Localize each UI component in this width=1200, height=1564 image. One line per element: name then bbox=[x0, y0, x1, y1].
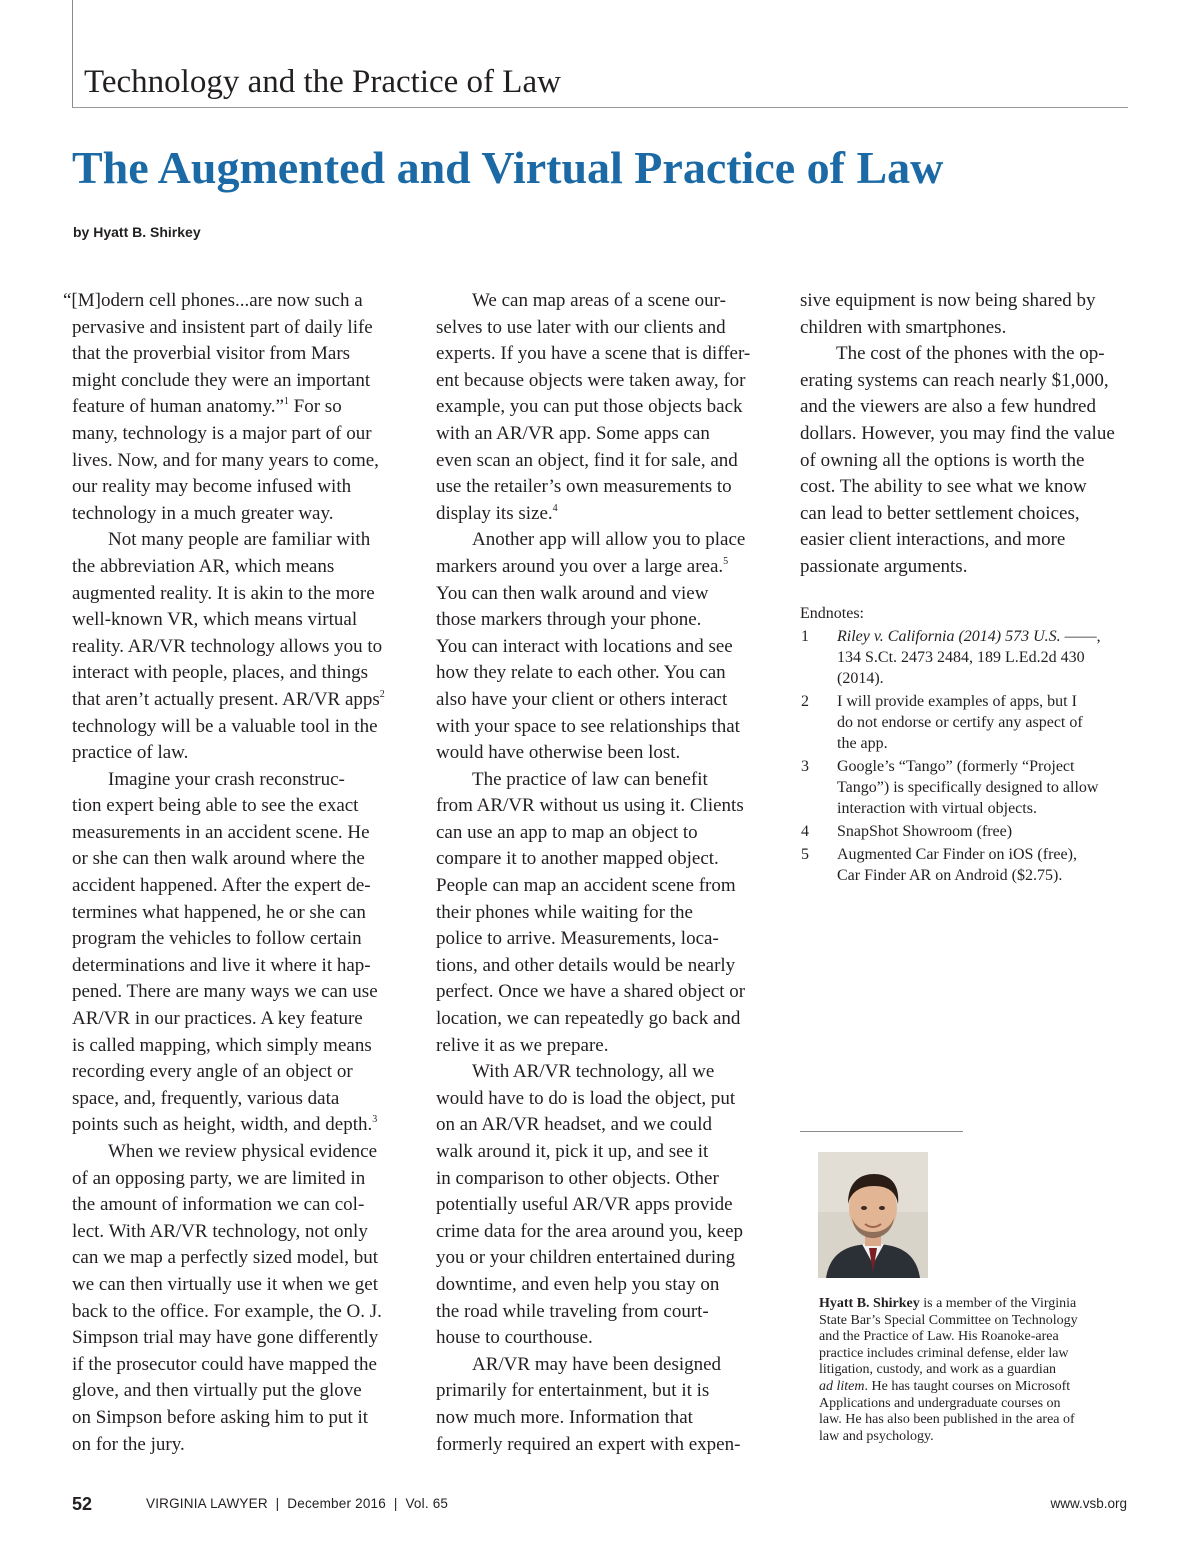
text-fragment: ad litem bbox=[819, 1378, 865, 1394]
text-line: ent because objects were taken away, for bbox=[436, 369, 746, 391]
text-line bbox=[72, 394, 402, 421]
text-line: augmented reality. It is akin to the more bbox=[72, 582, 375, 604]
text-line: AR/VR in our practices. A key feature bbox=[72, 1008, 363, 1030]
text-line: the road while traveling from court- bbox=[436, 1300, 709, 1322]
article-title: The Augmented and Virtual Practice of Law bbox=[72, 142, 944, 193]
text-line: Simpson trial may have gone differently bbox=[72, 1327, 379, 1349]
author-portrait-illustration bbox=[818, 1152, 928, 1278]
text-line: interaction with virtual objects. bbox=[837, 800, 1037, 817]
paragraph bbox=[436, 767, 771, 1060]
endnotes-heading: Endnotes: bbox=[800, 605, 864, 622]
text-line: selves to use later with our clients and bbox=[436, 316, 726, 338]
text-line: on for the jury. bbox=[72, 1433, 185, 1455]
article-column-2 bbox=[436, 288, 771, 1458]
text-fragment: ——, bbox=[1060, 628, 1101, 645]
text-line: cost. The ability to see what we know bbox=[800, 476, 1087, 498]
footnote-ref-1[interactable]: 1 bbox=[283, 396, 289, 408]
text-line: AR/VR may have been designed bbox=[472, 1353, 722, 1375]
text-line: relive it as we prepare. bbox=[436, 1034, 609, 1056]
page-footer bbox=[0, 1494, 1200, 1518]
paragraph bbox=[436, 527, 771, 766]
text-line: The cost of the phones with the op- bbox=[836, 343, 1105, 365]
text-line: the app. bbox=[837, 735, 888, 752]
paragraph bbox=[72, 1139, 402, 1458]
text-line: how they relate to each other. You can bbox=[436, 662, 726, 684]
text-line: use the retailer’s own measurements to bbox=[436, 476, 732, 498]
text-line bbox=[436, 501, 771, 528]
endnote-number: 2 bbox=[801, 693, 809, 710]
endnote-number: 5 bbox=[801, 846, 809, 863]
paragraph bbox=[436, 1059, 771, 1352]
text-line: Another app will allow you to place bbox=[472, 529, 746, 551]
text-line: in comparison to other objects. Other bbox=[436, 1167, 719, 1189]
text-line bbox=[72, 1112, 402, 1139]
text-line: “[M]odern cell phones...are now such a bbox=[63, 290, 363, 311]
endnote-5 bbox=[800, 844, 1130, 886]
text-line: Imagine your crash reconstruc- bbox=[108, 768, 345, 790]
text-line: law. He has also been published in the area of bbox=[819, 1412, 1075, 1428]
text-fragment: that aren’t actually present. AR/VR apps bbox=[72, 688, 380, 710]
text-line: termines what happened, he or she can bbox=[72, 901, 366, 923]
text-line: house to courthouse. bbox=[436, 1327, 593, 1349]
text-line: lect. With AR/VR technology, not only bbox=[72, 1220, 368, 1242]
footnote-ref-5[interactable]: 5 bbox=[723, 555, 729, 567]
text-line: well-known VR, which means virtual bbox=[72, 609, 358, 631]
magazine-info: VIRGINIA LAWYER | December 2016 | Vol. 65 bbox=[146, 1496, 449, 1511]
text-line: police to arrive. Measurements, loca- bbox=[436, 928, 719, 950]
text-line: with your space to see relationships that bbox=[436, 715, 740, 737]
text-line: example, you can put those objects back bbox=[436, 396, 743, 418]
text-line bbox=[819, 1379, 1119, 1396]
text-line: Augmented Car Finder on iOS (free), bbox=[837, 846, 1077, 863]
text-line: those markers through your phone. bbox=[436, 609, 702, 631]
text-line: Google’s “Tango” (formerly “Project bbox=[837, 758, 1075, 775]
endnote-2 bbox=[800, 691, 1130, 754]
text-line: State Bar’s Special Committee on Technology bbox=[819, 1312, 1078, 1328]
byline: by Hyatt B. Shirkey bbox=[73, 224, 201, 240]
text-line: erating systems can reach nearly $1,000, bbox=[800, 369, 1109, 391]
text-line: People can map an accident scene from bbox=[436, 875, 736, 897]
text-line: from AR/VR without us using it. Clients bbox=[436, 795, 744, 817]
text-line: formerly required an expert with expen- bbox=[436, 1433, 741, 1455]
text-line: can we map a perfectly sized model, but bbox=[72, 1247, 378, 1269]
header-vertical-rule bbox=[72, 0, 73, 108]
text-line: glove, and then virtually put the glove bbox=[72, 1380, 362, 1402]
footnote-ref-3[interactable]: 3 bbox=[372, 1114, 378, 1126]
text-line: would have otherwise been lost. bbox=[436, 742, 681, 764]
text-line: also have your client or others interact bbox=[436, 688, 728, 710]
text-line: on an AR/VR headset, and we could bbox=[436, 1114, 712, 1136]
text-line: you or your children entertained during bbox=[436, 1247, 736, 1269]
text-line: tion expert being able to see the exact bbox=[72, 795, 359, 817]
text-line: back to the office. For example, the O. J. bbox=[72, 1300, 382, 1322]
text-line: the amount of information we can col- bbox=[72, 1194, 365, 1216]
text-line: downtime, and even help you stay on bbox=[436, 1273, 720, 1295]
section-header: Technology and the Practice of Law bbox=[84, 64, 561, 100]
text-line: We can map areas of a scene our- bbox=[472, 290, 726, 311]
paragraph bbox=[436, 1352, 771, 1458]
header-divider bbox=[72, 107, 1128, 108]
case-citation: Riley v. California (2014) 573 U.S. bbox=[837, 628, 1061, 645]
text-line: can lead to better settlement choices, bbox=[800, 502, 1080, 524]
endnote-number: 4 bbox=[801, 823, 809, 840]
text-line: tions, and other details would be nearly bbox=[436, 954, 736, 976]
endnote-4 bbox=[800, 821, 1130, 842]
text-line: on Simpson before asking him to put it bbox=[72, 1406, 369, 1428]
text-line: crime data for the area around you, keep bbox=[436, 1220, 744, 1242]
text-line: might conclude they were an important bbox=[72, 369, 371, 391]
text-line bbox=[837, 626, 1130, 647]
text-line: interact with people, places, and things bbox=[72, 662, 368, 684]
text-line: space, and, frequently, various data bbox=[72, 1087, 340, 1109]
text-line: measurements in an accident scene. He bbox=[72, 821, 370, 843]
text-line: litigation, custody, and work as a guardian bbox=[819, 1362, 1057, 1378]
text-line: With AR/VR technology, all we bbox=[472, 1061, 715, 1083]
text-fragment: . He has taught courses on Microsoft bbox=[864, 1378, 1071, 1394]
text-line: if the prosecutor could have mapped the bbox=[72, 1353, 377, 1375]
text-line: Applications and undergraduate courses on bbox=[819, 1395, 1061, 1411]
text-line: with an AR/VR app. Some apps can bbox=[436, 422, 710, 444]
endnote-number: 1 bbox=[801, 628, 809, 645]
endnote-1 bbox=[800, 626, 1130, 689]
text-line: reality. AR/VR technology allows you to bbox=[72, 635, 383, 657]
text-line: practice includes criminal defense, elder law bbox=[819, 1345, 1069, 1361]
paragraph bbox=[800, 288, 1130, 341]
text-line: the abbreviation AR, which means bbox=[72, 555, 335, 577]
article-column-3 bbox=[800, 288, 1130, 581]
text-line: is called mapping, which simply means bbox=[72, 1034, 372, 1056]
text-line: our reality may become infused with bbox=[72, 476, 352, 498]
text-line: do not endorse or certify any aspect of bbox=[837, 714, 1083, 731]
text-line: walk around it, pick it up, and see it bbox=[436, 1141, 709, 1162]
paragraph bbox=[800, 341, 1130, 580]
text-line: Car Finder AR on Android ($2.75). bbox=[837, 867, 1063, 884]
text-line: recording every angle of an object or bbox=[72, 1061, 353, 1083]
text-line: Tango”) is specifically designed to allow bbox=[837, 779, 1099, 796]
footnote-ref-2[interactable]: 2 bbox=[379, 688, 385, 700]
text-line: even scan an object, find it for sale, and bbox=[436, 449, 738, 471]
paragraph bbox=[436, 288, 771, 527]
text-line: pened. There are many ways we can use bbox=[72, 981, 378, 1003]
text-line: or she can then walk around where the bbox=[72, 848, 365, 870]
text-line: experts. If you have a scene that is differ- bbox=[436, 343, 751, 365]
text-line: (2014). bbox=[837, 670, 884, 687]
text-line: of an opposing party, we are limited in bbox=[72, 1167, 366, 1189]
paragraph bbox=[63, 288, 402, 527]
footnote-ref-4[interactable]: 4 bbox=[552, 502, 558, 514]
text-line: potentially useful AR/VR apps provide bbox=[436, 1194, 733, 1216]
text-fragment: display its size. bbox=[436, 502, 553, 524]
text-line: technology will be a valuable tool in the bbox=[72, 715, 378, 737]
text-line: location, we can repeatedly go back and bbox=[436, 1008, 741, 1030]
text-line: practice of law. bbox=[72, 742, 189, 764]
text-line: dollars. However, you may find the value bbox=[800, 422, 1115, 444]
text-line: Not many people are familiar with bbox=[108, 529, 371, 551]
text-fragment: points such as height, width, and depth. bbox=[72, 1114, 373, 1136]
text-line: and the Practice of Law. His Roanoke-area bbox=[819, 1329, 1059, 1345]
paragraph bbox=[72, 767, 402, 1139]
text-line: law and psychology. bbox=[819, 1428, 934, 1444]
text-line: their phones while waiting for the bbox=[436, 901, 693, 923]
text-line: that the proverbial visitor from Mars bbox=[72, 343, 351, 365]
text-line: sive equipment is now being shared by bbox=[800, 290, 1096, 311]
text-line: would have to do is load the object, put bbox=[436, 1087, 736, 1109]
text-fragment: feature of human anatomy.” bbox=[72, 396, 284, 418]
text-line: primarily for entertainment, but it is bbox=[436, 1380, 710, 1402]
text-line: program the vehicles to follow certain bbox=[72, 928, 362, 950]
endnotes bbox=[800, 603, 1130, 888]
text-line: compare it to another mapped object. bbox=[436, 848, 719, 870]
text-fragment: is a member of the Virginia bbox=[919, 1296, 1077, 1311]
text-line: The practice of law can benefit bbox=[472, 768, 708, 790]
text-line: You can then walk around and view bbox=[436, 582, 709, 604]
paragraph bbox=[72, 527, 402, 766]
text-line: technology in a much greater way. bbox=[72, 502, 334, 524]
author-photo bbox=[818, 1152, 928, 1278]
website-link[interactable]: www.vsb.org bbox=[1050, 1496, 1127, 1511]
text-fragment: markers around you over a large area. bbox=[436, 555, 724, 577]
text-line: can use an app to map an object to bbox=[436, 821, 698, 843]
endnote-number: 3 bbox=[801, 758, 809, 775]
author-bio bbox=[819, 1296, 1119, 1445]
author-name: Hyatt B. Shirkey bbox=[819, 1296, 920, 1311]
text-line: I will provide examples of apps, but I bbox=[837, 693, 1077, 710]
text-line: You can interact with locations and see bbox=[436, 635, 733, 657]
text-line bbox=[436, 554, 771, 581]
text-line: many, technology is a major part of our bbox=[72, 422, 372, 444]
text-line bbox=[72, 687, 402, 714]
text-line: determinations and live it where it hap- bbox=[72, 954, 371, 976]
text-fragment: For so bbox=[288, 396, 342, 418]
text-line: we can then virtually use it when we get bbox=[72, 1273, 379, 1295]
text-line: SnapShot Showroom (free) bbox=[837, 823, 1013, 840]
endnote-3 bbox=[800, 756, 1130, 819]
text-line: lives. Now, and for many years to come, bbox=[72, 449, 379, 471]
text-line: passionate arguments. bbox=[800, 555, 968, 577]
page-number: 52 bbox=[72, 1494, 93, 1514]
text-line: 134 S.Ct. 2473 2484, 189 L.Ed.2d 430 bbox=[837, 649, 1085, 666]
text-line bbox=[819, 1296, 1119, 1313]
article-column-1 bbox=[63, 288, 402, 1458]
text-line: accident happened. After the expert de- bbox=[72, 875, 371, 897]
text-line: children with smartphones. bbox=[800, 316, 1007, 338]
text-line: easier client interactions, and more bbox=[800, 529, 1066, 551]
bio-divider bbox=[800, 1131, 963, 1132]
text-line: perfect. Once we have a shared object or bbox=[436, 981, 746, 1003]
text-line: and the viewers are also a few hundred bbox=[800, 396, 1096, 418]
text-line: pervasive and insistent part of daily life bbox=[72, 316, 373, 338]
text-line: now much more. Information that bbox=[436, 1406, 693, 1428]
text-line: of owning all the options is worth the bbox=[800, 449, 1085, 471]
text-line: When we review physical evidence bbox=[108, 1141, 378, 1162]
